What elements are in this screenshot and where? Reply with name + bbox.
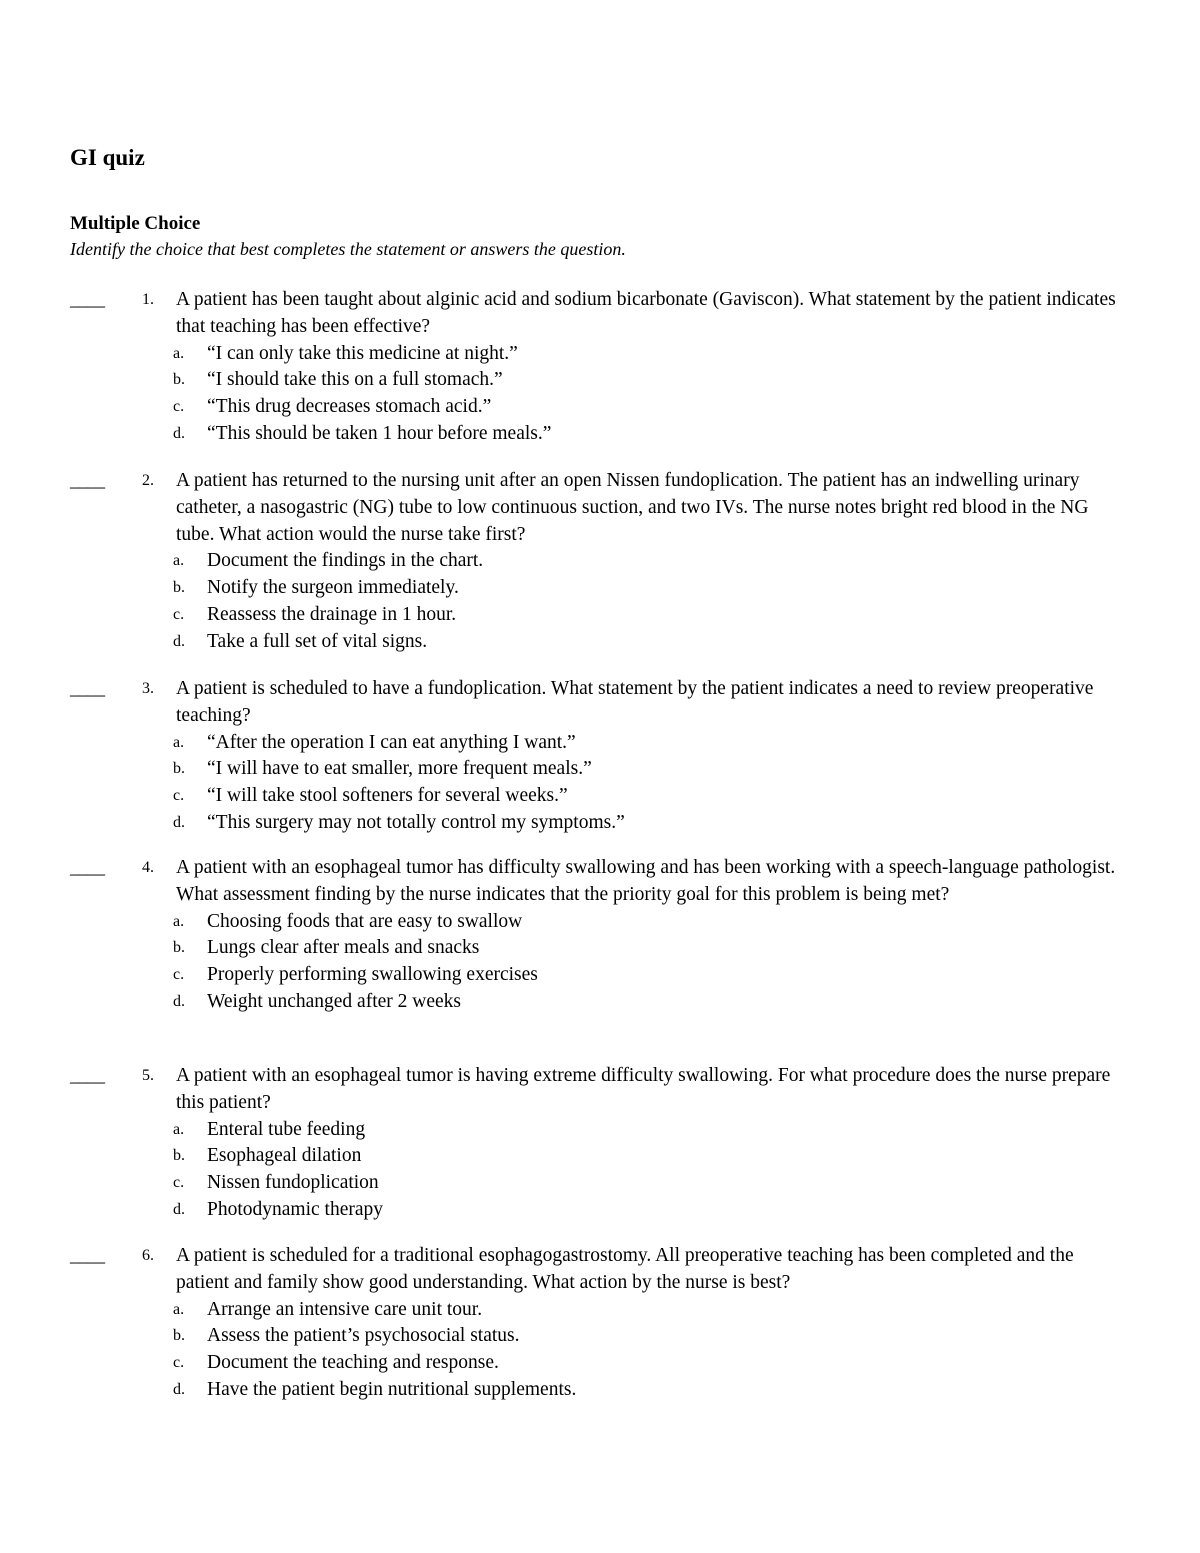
option-b — [173, 1323, 1130, 1350]
question-5 — [70, 1063, 1130, 1224]
option-letter: c. — [173, 1174, 185, 1192]
option-text: “This surgery may not totally control my symptoms.” — [207, 811, 625, 833]
answer-blank[interactable]: ____ — [70, 1065, 104, 1086]
option-letter: c. — [173, 787, 185, 805]
option-text: Take a full set of vital signs. — [207, 630, 428, 652]
option-a — [173, 341, 1130, 368]
option-text: “This should be taken 1 hour before meals.” — [207, 422, 552, 444]
option-letter: b. — [173, 1327, 185, 1345]
option-a — [173, 909, 1130, 936]
option-c — [173, 783, 1130, 810]
option-text: Enteral tube feeding — [207, 1118, 366, 1140]
question-4 — [70, 855, 1130, 1016]
option-c — [173, 1350, 1130, 1377]
option-d — [173, 989, 1130, 1016]
question-3 — [70, 676, 1130, 837]
question-number: 5. — [142, 1067, 154, 1084]
question-stem: A patient has returned to the nursing unit after an open Nissen fundoplication. The patient has an indwelling urinary catheter, a nasogastric (NG) tube to low continuous suction, and two IVs. The nurse notes bright red blood in the NG tube. What action would the nurse take first? — [176, 470, 1089, 545]
option-letter: b. — [173, 371, 185, 389]
option-b — [173, 575, 1130, 602]
question-number: 6. — [142, 1247, 154, 1264]
option-c — [173, 1170, 1130, 1197]
option-d — [173, 810, 1130, 837]
option-list — [70, 730, 1130, 837]
option-letter: b. — [173, 1147, 185, 1165]
answer-blank[interactable]: ____ — [70, 470, 104, 491]
option-list — [70, 909, 1130, 1016]
option-b — [173, 367, 1130, 394]
option-text: “This drug decreases stomach acid.” — [207, 396, 492, 418]
option-b — [173, 935, 1130, 962]
section-heading: Multiple Choice — [70, 213, 201, 234]
option-letter: a. — [173, 552, 185, 570]
option-letter: a. — [173, 912, 185, 930]
option-letter: c. — [173, 1354, 185, 1372]
option-text: Document the findings in the chart. — [207, 550, 484, 572]
option-letter: c. — [173, 966, 185, 984]
option-letter: a. — [173, 344, 185, 362]
option-c — [173, 962, 1130, 989]
option-letter: a. — [173, 733, 185, 751]
question-number: 2. — [142, 472, 154, 489]
option-list — [70, 1117, 1130, 1224]
question-stem: A patient is scheduled for a traditional esophagogastrostomy. All preoperative teaching has been completed and the patient and family show good understanding. What action by the nurse is best? — [176, 1245, 1074, 1293]
question-number: 3. — [142, 680, 154, 697]
option-letter: c. — [173, 605, 185, 623]
option-letter: d. — [173, 632, 185, 650]
answer-blank[interactable]: ____ — [70, 857, 104, 878]
option-letter: d. — [173, 424, 185, 442]
option-text: “I will have to eat smaller, more frequent meals.” — [207, 758, 592, 780]
option-letter: d. — [173, 992, 185, 1010]
option-text: “I should take this on a full stomach.” — [207, 369, 503, 391]
option-text: Properly performing swallowing exercises — [207, 964, 538, 986]
option-letter: c. — [173, 398, 185, 416]
option-text: Assess the patient’s psychosocial status. — [207, 1325, 520, 1347]
option-letter: b. — [173, 939, 185, 957]
option-d — [173, 1377, 1130, 1404]
instructions: Identify the choice that best completes the statement or answers the question. — [70, 239, 626, 259]
option-letter: d. — [173, 1200, 185, 1218]
option-list — [70, 1297, 1130, 1404]
option-text: Have the patient begin nutritional supplements. — [207, 1378, 577, 1400]
answer-blank[interactable]: ____ — [70, 678, 104, 699]
option-a — [173, 1117, 1130, 1144]
question-stem: A patient with an esophageal tumor is having extreme difficulty swallowing. For what procedure does the nurse prepare this patient? — [176, 1065, 1111, 1113]
option-list — [70, 341, 1130, 448]
option-b — [173, 1143, 1130, 1170]
option-a — [173, 1297, 1130, 1324]
question-stem: A patient has been taught about alginic acid and sodium bicarbonate (Gaviscon). What statement by the patient indicates that teaching has been effective? — [176, 289, 1116, 337]
question-stem: A patient is scheduled to have a fundoplication. What statement by the patient indicates a need to review preoperative teaching? — [176, 678, 1094, 726]
option-letter: a. — [173, 1120, 185, 1138]
option-a — [173, 730, 1130, 757]
option-d — [173, 1197, 1130, 1224]
option-c — [173, 394, 1130, 421]
option-text: Document the teaching and response. — [207, 1352, 499, 1374]
option-letter: a. — [173, 1300, 185, 1318]
option-letter: d. — [173, 1380, 185, 1398]
answer-blank[interactable]: ____ — [70, 289, 104, 310]
option-d — [173, 421, 1130, 448]
option-text: Notify the surgeon immediately. — [207, 577, 459, 599]
option-d — [173, 629, 1130, 656]
option-text: Lungs clear after meals and snacks — [207, 937, 480, 959]
question-stem: A patient with an esophageal tumor has difficulty swallowing and has been working with a speech-language pathologist. What assessment finding by the nurse indicates that the priority goal for this problem is being met? — [176, 857, 1116, 905]
option-text: Nissen fundoplication — [207, 1172, 379, 1194]
option-text: Photodynamic therapy — [207, 1198, 384, 1220]
option-c — [173, 602, 1130, 629]
option-text: Choosing foods that are easy to swallow — [207, 910, 523, 932]
option-letter: b. — [173, 579, 185, 597]
option-letter: b. — [173, 760, 185, 778]
question-number: 1. — [142, 291, 154, 308]
question-6 — [70, 1243, 1130, 1404]
question-number: 4. — [142, 859, 154, 876]
option-list — [70, 548, 1130, 655]
option-a — [173, 548, 1130, 575]
option-b — [173, 756, 1130, 783]
option-text: Weight unchanged after 2 weeks — [207, 990, 461, 1012]
option-text: “After the operation I can eat anything I want.” — [207, 731, 576, 753]
answer-blank[interactable]: ____ — [70, 1245, 104, 1266]
option-letter: d. — [173, 813, 185, 831]
question-1 — [70, 287, 1130, 448]
option-text: Arrange an intensive care unit tour. — [207, 1298, 483, 1320]
page-title: GI quiz — [70, 145, 145, 170]
option-text: “I can only take this medicine at night.” — [207, 342, 518, 364]
option-text: “I will take stool softeners for several weeks.” — [207, 785, 568, 807]
question-2 — [70, 468, 1130, 656]
option-text: Reassess the drainage in 1 hour. — [207, 603, 457, 625]
option-text: Esophageal dilation — [207, 1145, 362, 1167]
